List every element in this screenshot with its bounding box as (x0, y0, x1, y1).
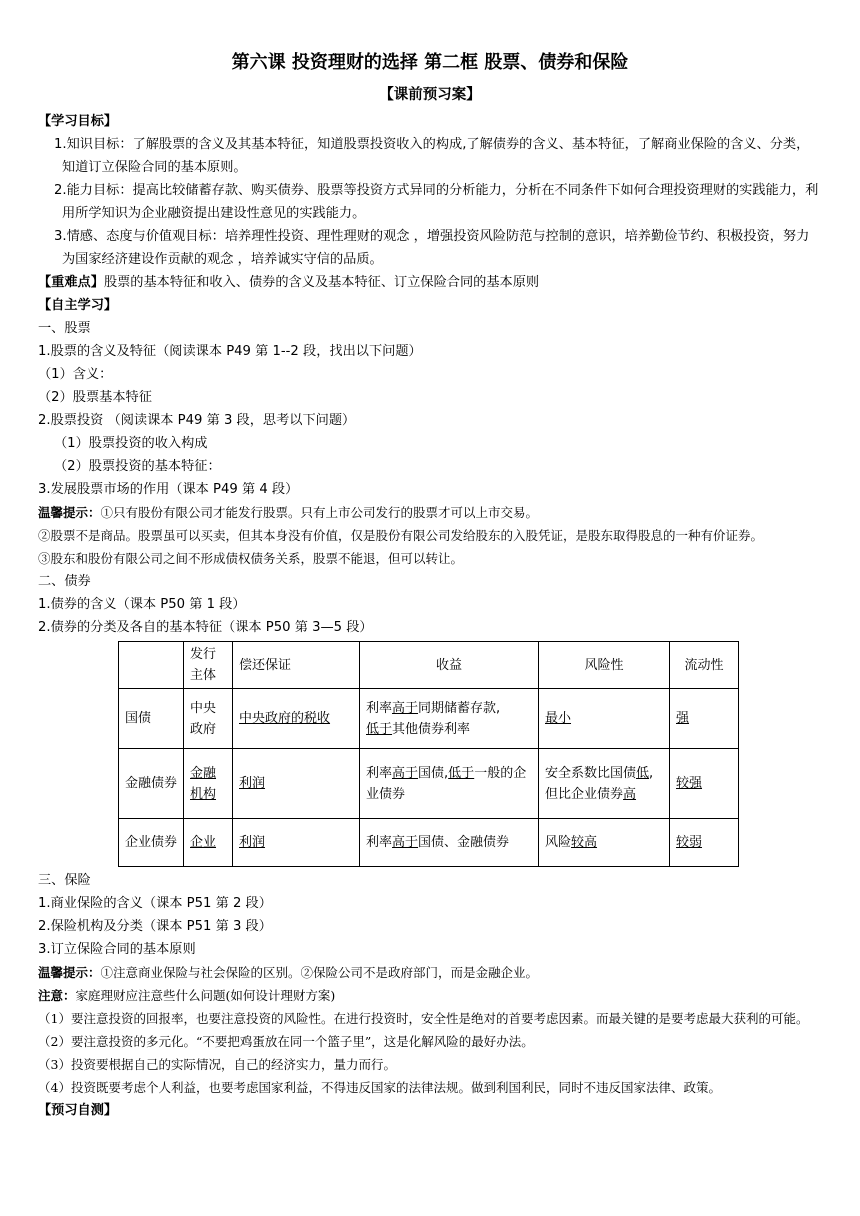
issuer-text: 金融机构 (190, 765, 217, 802)
table-row (119, 819, 739, 867)
stocks-question-2b: （2）股票投资的基本特征： (54, 459, 221, 474)
note-item-4: （4）投资既要考虑个人利益，也要考虑国家利益，不得违反国家的法律法规。做到利国利民，同时不违反国家法律、政策。 (38, 1080, 721, 1095)
stocks-heading: 一、股票 (38, 321, 91, 336)
stocks-question-2a: （1）股票投资的收入构成 (54, 436, 208, 451)
key-points (38, 271, 822, 294)
risk-part: 低 (636, 765, 650, 781)
stocks-tip-1-text: ①只有股份有限公司才能发行股票。只有上市公司发行的股票才可以上市交易。 (100, 505, 539, 520)
insurance-question-1: 1.商业保险的含义（课本 P51 第 2 段） (38, 896, 272, 911)
table-cell-guarantee (233, 819, 360, 867)
liquidity-text: 强 (676, 711, 690, 726)
table-row (119, 689, 739, 749)
yield-part: 利率 (366, 835, 393, 850)
yield-part: 其他债券利率 (392, 721, 471, 737)
self-test-heading: 【预习自测】 (38, 1103, 118, 1118)
guarantee-text: 利润 (239, 835, 266, 850)
insurance-tip (38, 961, 822, 984)
table-cell-risk (539, 689, 670, 749)
insurance-question-2: 2.保险机构及分类（课本 P51 第 3 段） (38, 919, 272, 934)
liquidity-text: 较弱 (676, 835, 703, 850)
stocks-question-1: 1.股票的含义及特征（阅读课本 P49 第 1--2 段，找出以下问题） (38, 344, 422, 359)
page-title: 第六课 投资理财的选择 第二框 股票、债券和保险 (231, 52, 629, 73)
yield-part: 低于 (366, 721, 393, 737)
table-cell-yield (360, 749, 539, 819)
guarantee-part: 中央政府的 (239, 711, 305, 726)
note-item-2: （2）要注意投资的多元化。“不要把鸡蛋放在同一个篮子里”，这是化解风险的最好办法。 (38, 1034, 534, 1049)
table-cell-issuer (184, 749, 233, 819)
yield-part: 国债、金融债券 (418, 835, 510, 850)
table-cell-name: 企业债券 (119, 819, 184, 867)
key-points-label: 【重难点】 (38, 275, 104, 290)
guarantee-part: 税收 (304, 711, 331, 726)
yield-part: 低于 (448, 765, 475, 781)
yield-part: 利率 (366, 700, 393, 716)
stocks-question-1b: （2）股票基本特征 (38, 390, 152, 405)
table-header-cell: 发行主体 (184, 642, 233, 689)
stocks-tip-3: ③股东和股份有限公司之间不形成债权债务关系，股票不能退，但可以转让。 (38, 551, 464, 566)
bonds-heading: 二、债券 (38, 574, 91, 589)
table-cell-risk (539, 749, 670, 819)
table-cell-issuer: 中央政府 (184, 689, 233, 749)
table-cell-liquidity (670, 749, 739, 819)
table-cell-name: 国债 (119, 689, 184, 749)
stocks-question-2: 2.股票投资 （阅读课本 P49 第 3 段，思考以下问题） (38, 413, 356, 428)
risk-part: ,但比企业债券 (545, 765, 654, 802)
issuer-text: 企业 (190, 835, 217, 850)
table-cell-guarantee (233, 689, 360, 749)
key-points-text: 股票的基本特征和收入、债券的含义及基本特征、订立保险合同的基本原则 (103, 275, 540, 290)
risk-text: 最小 (545, 711, 572, 726)
insurance-note-label: 注意： (38, 988, 76, 1003)
table-header-cell (119, 642, 184, 689)
yield-part: 利率 (366, 765, 393, 781)
insurance-note (38, 984, 822, 1007)
insurance-heading: 三、保险 (38, 873, 91, 888)
guarantee-text: 利润 (239, 776, 266, 791)
table-row (119, 749, 739, 819)
risk-part: 风险 (545, 835, 572, 850)
table-header-cell: 偿还保证 (233, 642, 360, 689)
table-cell-risk (539, 819, 670, 867)
risk-part: 较高 (571, 835, 598, 850)
bonds-question-2: 2.债券的分类及各自的基本特征（课本 P50 第 3—5 段） (38, 620, 373, 635)
table-cell-yield (360, 819, 539, 867)
stocks-tip-label: 温馨提示： (38, 505, 101, 520)
table-header-row (119, 642, 739, 689)
yield-part: 高于 (392, 765, 419, 781)
table-header-cell: 收益 (360, 642, 539, 689)
stocks-question-3: 3.发展股票市场的作用（课本 P49 第 4 段） (38, 482, 299, 497)
insurance-note-text: 家庭理财应注意些什么问题(如何设计理财方案) (75, 988, 336, 1003)
stocks-tip-2: ②股票不是商品。股票虽可以买卖，但其本身没有价值，仅是股份有限公司发给股东的入股凭证，是股东取得股息的一种有价证券。 (38, 528, 764, 543)
objective-ability: 2.能力目标：提高比较储蓄存款、购买债券、股票等投资方式异同的分析能力，分析在不同条件下如何合理投资理财的实践能力，利用所学知识为企业融资提出建设性意见的实践能力。 (54, 183, 819, 221)
page-subtitle: 【课前预习案】 (379, 87, 481, 103)
stocks-question-1a: （1）含义： (38, 367, 113, 382)
risk-part: 高 (623, 786, 637, 802)
liquidity-text: 较强 (676, 776, 703, 791)
insurance-question-3: 3.订立保险合同的基本原则 (38, 942, 196, 957)
yield-part: 同期储蓄存款, (418, 700, 501, 716)
yield-part: 一般的企业债券 (366, 765, 527, 802)
insurance-tip-label: 温馨提示： (38, 965, 101, 980)
stocks-tip-1 (38, 501, 822, 524)
yield-part: 高于 (392, 700, 419, 716)
objective-values: 3.情感、态度与价值观目标：培养理性投资、理性理财的观念 ，增强投资风险防范与控制的意识，培养勤俭节约、积极投资，努力为国家经济建设作贡献的观念 ，培养诚实守信的品质。 (54, 229, 810, 267)
insurance-tip-text: ①注意商业保险与社会保险的区别。②保险公司不是政府部门，而是金融企业。 (100, 965, 539, 980)
table-header-cell: 流动性 (670, 642, 739, 689)
note-item-1: （1）要注意投资的回报率，也要注意投资的风险性。在进行投资时，安全性是绝对的首要考虑因素。而最关键的是要考虑最大获利的可能。 (38, 1011, 809, 1026)
risk-part: 安全系数比国债 (545, 765, 637, 781)
table-cell-guarantee (233, 749, 360, 819)
objective-knowledge: 1.知识目标：了解股票的含义及其基本特征，知道股票投资收入的构成,了解债券的含义、基本特征，了解商业保险的含义、分类，知道订立保险合同的基本原则。 (54, 137, 810, 175)
table-cell-issuer (184, 819, 233, 867)
objectives-heading: 【学习目标】 (38, 114, 118, 129)
self-study-heading: 【自主学习】 (38, 298, 118, 313)
table-header-cell: 风险性 (539, 642, 670, 689)
yield-part: 国债, (418, 765, 449, 781)
note-item-3: （3）投资要根据自己的实际情况，自己的经济实力，量力而行。 (38, 1057, 396, 1072)
table-cell-liquidity (670, 819, 739, 867)
table-cell-liquidity (670, 689, 739, 749)
yield-part: 高于 (392, 835, 419, 850)
table-cell-yield (360, 689, 539, 749)
table-cell-name: 金融债券 (119, 749, 184, 819)
bonds-table (118, 641, 739, 867)
bonds-question-1: 1.债券的含义（课本 P50 第 1 段） (38, 597, 246, 612)
